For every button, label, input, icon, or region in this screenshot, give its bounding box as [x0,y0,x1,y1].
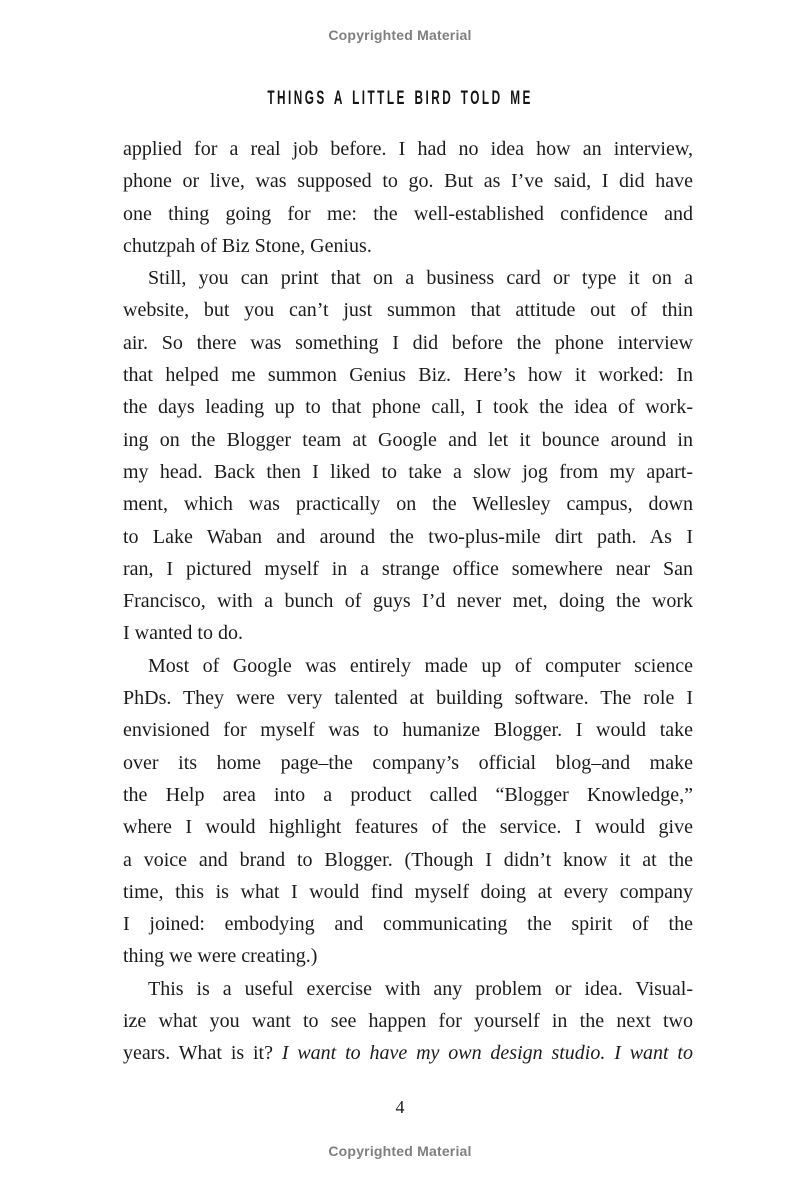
text-segment: the days leading up to that phone call, I took the idea of work- [123,396,693,419]
text-segment: This is a useful exercise with any problem or idea. Visual- [148,977,693,1000]
text-line [123,424,693,456]
text-segment: air. So there was something I did before the phone interview [123,331,693,354]
text-line [123,811,693,843]
text-line [123,844,693,876]
text-line [123,876,693,908]
text-segment: I wanted to do. [123,622,243,645]
text-segment: ize what you want to see happen for yourself in the next two [123,1010,693,1033]
text-segment: years. What is it? [123,1042,282,1065]
text-segment: thing we were creating.) [123,945,318,968]
text-segment: the Help area into a product called “Blogger Knowledge,” [123,783,693,806]
italic-text-segment: I want to have my own design studio. I want to [281,1042,693,1065]
copyright-notice-top: Copyrighted Material [328,27,472,43]
text-line [123,294,693,326]
text-line [123,650,693,682]
text-segment: website, but you can’t just summon that attitude out of thin [123,299,693,322]
text-line [123,327,693,359]
text-segment: where I would highlight features of the service. I would give [123,816,693,839]
copyright-notice-bottom: Copyrighted Material [328,1143,472,1159]
text-line [123,165,693,197]
text-line [123,940,693,972]
paragraph [123,133,693,262]
text-line [123,359,693,391]
text-segment: ran, I pictured myself in a strange office somewhere near San [123,557,693,580]
running-head-title: THINGS A LITTLE BIRD TOLD ME [267,88,533,109]
running-head [0,88,800,110]
text-segment: Still, you can print that on a business card or type it on a [148,267,693,290]
text-segment: ing on the Blogger team at Google and let it bounce around in [123,428,693,451]
text-line [123,230,693,262]
text-line [123,973,693,1005]
text-segment: Francisco, with a bunch of guys I’d never met, doing the work [123,590,693,613]
body-text [123,133,693,1070]
text-segment: that helped me summon Genius Biz. Here’s how it worked: In [123,364,693,387]
text-line [123,682,693,714]
text-segment: phone or live, was supposed to go. But as I’ve said, I did have [123,170,693,193]
text-segment: one thing going for me: the well-established confidence and [123,202,693,225]
text-line [123,391,693,423]
page-number: 4 [395,1097,405,1117]
text-line [123,553,693,585]
text-line [123,747,693,779]
text-segment: PhDs. They were very talented at building software. The role I [123,687,693,710]
text-segment: to Lake Waban and around the two-plus-mile dirt path. As I [123,525,693,548]
text-segment: my head. Back then I liked to take a slow jog from my apart- [123,460,693,483]
text-segment: applied for a real job before. I had no idea how an interview, [123,138,693,160]
text-line [123,521,693,553]
text-segment: I joined: embodying and communicating the spirit of the [123,913,693,936]
text-line [123,779,693,811]
text-segment: time, this is what I would find myself doing at every company [123,880,693,903]
text-line [123,488,693,520]
text-line [123,198,693,230]
text-line [123,585,693,617]
text-line [123,456,693,488]
text-segment: ment, which was practically on the Wellesley campus, down [123,493,693,516]
text-segment: chutzpah of Biz Stone, Genius. [123,234,372,257]
paragraph [123,650,693,973]
text-line [123,617,693,649]
paragraph [123,262,693,650]
text-line [123,908,693,940]
text-line [123,1005,693,1037]
text-line [123,714,693,746]
text-segment: Most of Google was entirely made up of computer science [148,654,693,677]
text-line [123,1037,693,1069]
paragraph [123,973,693,1070]
text-segment: a voice and brand to Blogger. (Though I didn’t know it at the [123,848,693,871]
text-segment: envisioned for myself was to humanize Blogger. I would take [123,719,693,742]
text-line [123,262,693,294]
text-segment: over its home page–the company’s official blog–and make [123,751,693,774]
text-line [123,133,693,165]
